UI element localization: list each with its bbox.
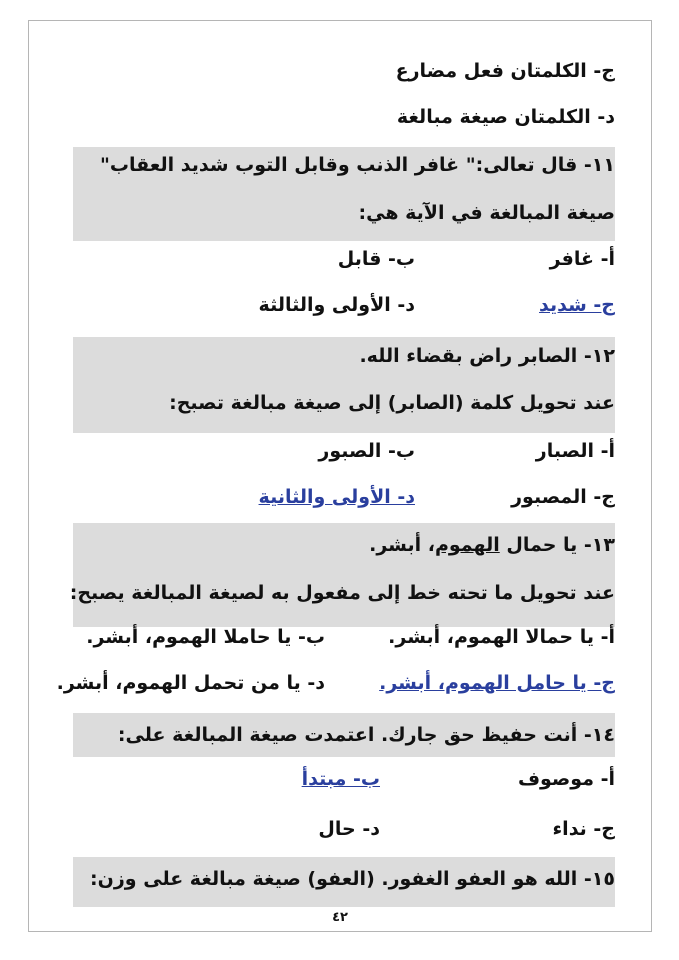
q13-option-d: د- يا من تحمل الهموم، أبشر. [56,672,325,694]
q13-option-c-correct: ج- يا حامل الهموم، أبشر. [379,672,615,694]
q14-options-row-2 [73,815,615,843]
q14-option-c: ج- نداء [552,818,615,840]
prev-option-c: ج- الكلمتان فعل مضارع [395,60,615,82]
q11-prompt: صيغة المبالغة في الآية هي: [358,202,615,224]
q13-options-row-2 [56,669,615,697]
q12-option-a: أ- الصبار [535,440,615,462]
q12-stem: ١٢- الصابر راض بقضاء الله. [359,345,615,367]
q14-option-d: د- حال [318,818,380,840]
q13-stem-post: ، أبشر. [369,534,435,556]
q11-options-row-1 [73,245,615,273]
q14-option-a: أ- موصوف [517,768,615,790]
q13-stem-pre: ١٣- يا حمال [499,534,615,556]
q12-prompt: عند تحويل كلمة (الصابر) إلى صيغة مبالغة تصبح: [169,392,615,414]
q11-option-a: أ- غافر [549,248,615,270]
q13-stem [369,531,615,559]
q14-stem: ١٤- أنت حفيظ حق جارك. اعتمدت صيغة المبالغة على: [117,724,615,746]
q13-options-row-1 [73,623,615,651]
q11-option-b: ب- قابل [337,248,415,270]
q11-option-d: د- الأولى والثالثة [258,294,415,316]
page-number: ٤٢ [332,910,348,925]
q12-option-c: ج- المصبور [511,486,615,508]
q11-options-row-2 [73,291,615,319]
q12-option-b: ب- الصبور [318,440,415,462]
q13-prompt: عند تحويل ما تحته خط إلى مفعول به لصيغة المبالغة يصبح: [69,582,615,604]
q13-stem-underlined: الهموم [434,534,500,556]
q12-option-d-correct: د- الأولى والثانية [258,486,415,508]
q12-options-row-2 [73,483,615,511]
worksheet-page [28,20,652,932]
q11-option-c-correct: ج- شديد [539,294,615,316]
q13-option-a: أ- يا حمالا الهموم، أبشر. [388,626,615,648]
q13-option-b: ب- يا حاملا الهموم، أبشر. [86,626,325,648]
q11-stem: ١١- قال تعالى:" غافر الذنب وقابل التوب شديد العقاب" [100,154,615,176]
q14-option-b-correct: ب- مبتدأ [301,768,380,790]
q12-options-row-1 [73,437,615,465]
q15-stem: ١٥- الله هو العفو الغفور. (العفو) صيغة مبالغة على وزن: [90,868,615,890]
prev-option-d: د- الكلمتان صيغة مبالغة [396,106,615,128]
q14-options-row-1 [73,765,615,793]
